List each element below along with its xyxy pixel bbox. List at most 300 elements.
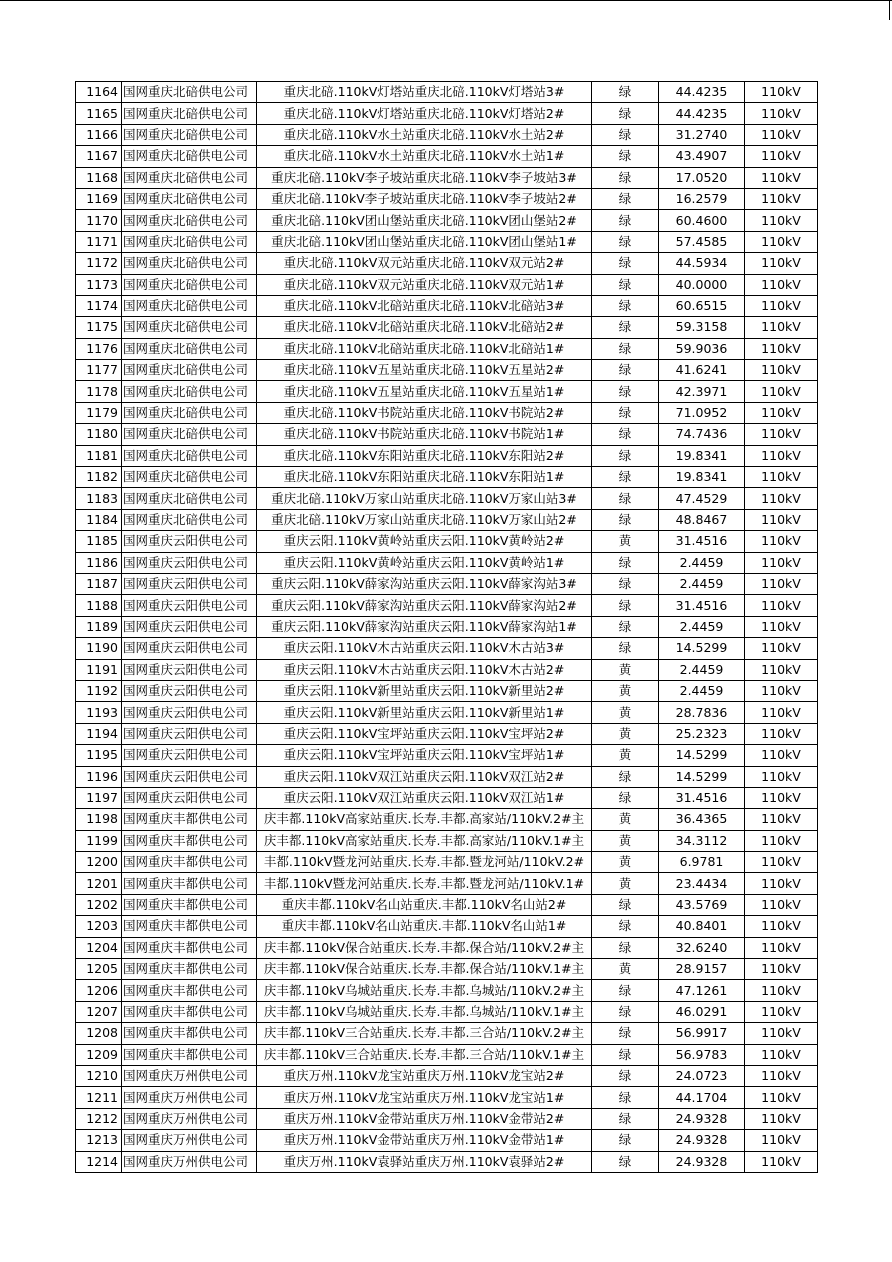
- status-color-cell: 绿: [592, 402, 659, 423]
- station-name-cell: 丰都.110kV暨龙河站重庆.长寿.丰都.暨龙河站/110kV.1#: [257, 873, 592, 894]
- voltage-cell: 110kV: [745, 873, 818, 894]
- status-color-cell: 绿: [592, 1108, 659, 1129]
- row-number: 1188: [76, 595, 122, 616]
- row-number: 1203: [76, 916, 122, 937]
- voltage-cell: 110kV: [745, 124, 818, 145]
- table-row: [76, 616, 818, 637]
- row-number: 1207: [76, 1001, 122, 1022]
- status-color-cell: 绿: [592, 638, 659, 659]
- status-color-cell: 绿: [592, 467, 659, 488]
- row-number: 1184: [76, 509, 122, 530]
- company-cell: 国网重庆北碚供电公司: [122, 467, 257, 488]
- table-row: [76, 402, 818, 423]
- company-cell: 国网重庆丰都供电公司: [122, 959, 257, 980]
- voltage-cell: 110kV: [745, 830, 818, 851]
- value-cell: 57.4585: [659, 231, 745, 252]
- station-name-cell: 重庆北碚.110kV李子坡站重庆北碚.110kV李子坡站2#: [257, 188, 592, 209]
- status-color-cell: 绿: [592, 787, 659, 808]
- value-cell: 14.5299: [659, 638, 745, 659]
- value-cell: 56.9783: [659, 1044, 745, 1065]
- table-row: [76, 830, 818, 851]
- company-cell: 国网重庆北碚供电公司: [122, 82, 257, 103]
- status-color-cell: 绿: [592, 1065, 659, 1086]
- company-cell: 国网重庆北碚供电公司: [122, 295, 257, 316]
- row-number: 1187: [76, 573, 122, 594]
- row-number: 1170: [76, 210, 122, 231]
- company-cell: 国网重庆云阳供电公司: [122, 787, 257, 808]
- row-number: 1172: [76, 253, 122, 274]
- value-cell: 41.6241: [659, 360, 745, 381]
- value-cell: 47.4529: [659, 488, 745, 509]
- status-color-cell: 绿: [592, 1023, 659, 1044]
- row-number: 1191: [76, 659, 122, 680]
- company-cell: 国网重庆北碚供电公司: [122, 210, 257, 231]
- status-color-cell: 绿: [592, 253, 659, 274]
- status-color-cell: 绿: [592, 124, 659, 145]
- value-cell: 24.9328: [659, 1108, 745, 1129]
- voltage-cell: 110kV: [745, 894, 818, 915]
- row-number: 1196: [76, 766, 122, 787]
- table-row: [76, 980, 818, 1001]
- status-color-cell: 黄: [592, 702, 659, 723]
- status-color-cell: 绿: [592, 1151, 659, 1172]
- station-name-cell: 重庆云阳.110kV新里站重庆云阳.110kV新里站1#: [257, 702, 592, 723]
- row-number: 1209: [76, 1044, 122, 1065]
- station-name-cell: 重庆北碚.110kV东阳站重庆北碚.110kV东阳站2#: [257, 445, 592, 466]
- value-cell: 14.5299: [659, 766, 745, 787]
- row-number: 1164: [76, 82, 122, 103]
- voltage-cell: 110kV: [745, 573, 818, 594]
- station-name-cell: 重庆云阳.110kV薛家沟站重庆云阳.110kV薛家沟站3#: [257, 573, 592, 594]
- station-name-cell: 重庆万州.110kV龙宝站重庆万州.110kV龙宝站2#: [257, 1065, 592, 1086]
- voltage-cell: 110kV: [745, 959, 818, 980]
- table-row: [76, 745, 818, 766]
- table-row: [76, 295, 818, 316]
- value-cell: 19.8341: [659, 445, 745, 466]
- page-right-rule: [889, 0, 890, 20]
- company-cell: 国网重庆云阳供电公司: [122, 616, 257, 637]
- table-row: [76, 253, 818, 274]
- company-cell: 国网重庆丰都供电公司: [122, 980, 257, 1001]
- row-number: 1169: [76, 188, 122, 209]
- voltage-cell: 110kV: [745, 103, 818, 124]
- company-cell: 国网重庆万州供电公司: [122, 1065, 257, 1086]
- status-color-cell: 绿: [592, 916, 659, 937]
- value-cell: 24.0723: [659, 1065, 745, 1086]
- row-number: 1190: [76, 638, 122, 659]
- station-name-cell: 庆丰都.110kV高家站重庆.长寿.丰都.高家站/110kV.1#主: [257, 830, 592, 851]
- table-row: [76, 1130, 818, 1151]
- value-cell: 56.9917: [659, 1023, 745, 1044]
- station-name-cell: 重庆云阳.110kV双江站重庆云阳.110kV双江站1#: [257, 787, 592, 808]
- status-color-cell: 绿: [592, 573, 659, 594]
- voltage-cell: 110kV: [745, 702, 818, 723]
- station-name-cell: 重庆北碚.110kV五星站重庆北碚.110kV五星站1#: [257, 381, 592, 402]
- table-row: [76, 1044, 818, 1065]
- page-top-rule: [0, 0, 892, 1]
- company-cell: 国网重庆北碚供电公司: [122, 488, 257, 509]
- value-cell: 32.6240: [659, 937, 745, 958]
- value-cell: 2.4459: [659, 616, 745, 637]
- voltage-cell: 110kV: [745, 295, 818, 316]
- company-cell: 国网重庆丰都供电公司: [122, 873, 257, 894]
- table-row: [76, 445, 818, 466]
- voltage-cell: 110kV: [745, 1044, 818, 1065]
- station-name-cell: 重庆北碚.110kV万家山站重庆北碚.110kV万家山站2#: [257, 509, 592, 530]
- row-number: 1176: [76, 338, 122, 359]
- table-row: [76, 338, 818, 359]
- status-color-cell: 绿: [592, 1001, 659, 1022]
- company-cell: 国网重庆北碚供电公司: [122, 146, 257, 167]
- table-row: [76, 873, 818, 894]
- station-name-cell: 重庆北碚.110kV北碚站重庆北碚.110kV北碚站1#: [257, 338, 592, 359]
- status-color-cell: 绿: [592, 509, 659, 530]
- voltage-cell: 110kV: [745, 274, 818, 295]
- station-name-cell: 庆丰都.110kV保合站重庆.长寿.丰都.保合站/110kV.1#主: [257, 959, 592, 980]
- voltage-cell: 110kV: [745, 638, 818, 659]
- status-color-cell: 绿: [592, 424, 659, 445]
- voltage-cell: 110kV: [745, 1023, 818, 1044]
- station-name-cell: 重庆北碚.110kV五星站重庆北碚.110kV五星站2#: [257, 360, 592, 381]
- row-number: 1183: [76, 488, 122, 509]
- table-row: [76, 659, 818, 680]
- voltage-cell: 110kV: [745, 338, 818, 359]
- table-row: [76, 552, 818, 573]
- station-name-cell: 重庆北碚.110kV万家山站重庆北碚.110kV万家山站3#: [257, 488, 592, 509]
- table-row: [76, 1087, 818, 1108]
- company-cell: 国网重庆北碚供电公司: [122, 231, 257, 252]
- voltage-cell: 110kV: [745, 231, 818, 252]
- status-color-cell: 绿: [592, 980, 659, 1001]
- voltage-cell: 110kV: [745, 509, 818, 530]
- voltage-cell: 110kV: [745, 745, 818, 766]
- table-row: [76, 916, 818, 937]
- station-name-cell: 庆丰都.110kV乌城站重庆.长寿.丰都.乌城站/110kV.1#主: [257, 1001, 592, 1022]
- company-cell: 国网重庆北碚供电公司: [122, 381, 257, 402]
- station-name-cell: 重庆万州.110kV袁驿站重庆万州.110kV袁驿站2#: [257, 1151, 592, 1172]
- row-number: 1168: [76, 167, 122, 188]
- voltage-cell: 110kV: [745, 1108, 818, 1129]
- status-color-cell: 绿: [592, 766, 659, 787]
- company-cell: 国网重庆万州供电公司: [122, 1087, 257, 1108]
- company-cell: 国网重庆北碚供电公司: [122, 274, 257, 295]
- row-number: 1181: [76, 445, 122, 466]
- voltage-cell: 110kV: [745, 381, 818, 402]
- table-row: [76, 894, 818, 915]
- station-name-cell: 重庆云阳.110kV薛家沟站重庆云阳.110kV薛家沟站2#: [257, 595, 592, 616]
- voltage-cell: 110kV: [745, 167, 818, 188]
- status-color-cell: 绿: [592, 167, 659, 188]
- row-number: 1206: [76, 980, 122, 1001]
- value-cell: 16.2579: [659, 188, 745, 209]
- status-color-cell: 绿: [592, 274, 659, 295]
- status-color-cell: 绿: [592, 937, 659, 958]
- row-number: 1214: [76, 1151, 122, 1172]
- table-row: [76, 531, 818, 552]
- table-row: [76, 381, 818, 402]
- status-color-cell: 黄: [592, 723, 659, 744]
- row-number: 1212: [76, 1108, 122, 1129]
- station-name-cell: 重庆北碚.110kV北碚站重庆北碚.110kV北碚站3#: [257, 295, 592, 316]
- status-color-cell: 绿: [592, 894, 659, 915]
- table-row: [76, 317, 818, 338]
- station-name-cell: 重庆丰都.110kV名山站重庆.丰都.110kV名山站2#: [257, 894, 592, 915]
- company-cell: 国网重庆云阳供电公司: [122, 552, 257, 573]
- status-color-cell: 绿: [592, 231, 659, 252]
- row-number: 1213: [76, 1130, 122, 1151]
- status-color-cell: 绿: [592, 488, 659, 509]
- company-cell: 国网重庆云阳供电公司: [122, 638, 257, 659]
- data-table: [75, 81, 818, 1173]
- voltage-cell: 110kV: [745, 595, 818, 616]
- company-cell: 国网重庆北碚供电公司: [122, 317, 257, 338]
- table-row: [76, 188, 818, 209]
- table-row: [76, 1065, 818, 1086]
- table-row: [76, 852, 818, 873]
- station-name-cell: 庆丰都.110kV三合站重庆.长寿.丰都.三合站/110kV.1#主: [257, 1044, 592, 1065]
- station-name-cell: 重庆北碚.110kV水土站重庆北碚.110kV水土站1#: [257, 146, 592, 167]
- value-cell: 2.4459: [659, 659, 745, 680]
- row-number: 1194: [76, 723, 122, 744]
- row-number: 1186: [76, 552, 122, 573]
- voltage-cell: 110kV: [745, 253, 818, 274]
- station-name-cell: 重庆北碚.110kV双元站重庆北碚.110kV双元站1#: [257, 274, 592, 295]
- row-number: 1192: [76, 680, 122, 701]
- station-name-cell: 重庆万州.110kV金带站重庆万州.110kV金带站1#: [257, 1130, 592, 1151]
- voltage-cell: 110kV: [745, 146, 818, 167]
- station-name-cell: 庆丰都.110kV高家站重庆.长寿.丰都.高家站/110kV.2#主: [257, 809, 592, 830]
- row-number: 1180: [76, 424, 122, 445]
- value-cell: 31.4516: [659, 531, 745, 552]
- station-name-cell: 重庆万州.110kV龙宝站重庆万州.110kV龙宝站1#: [257, 1087, 592, 1108]
- value-cell: 28.7836: [659, 702, 745, 723]
- value-cell: 48.8467: [659, 509, 745, 530]
- voltage-cell: 110kV: [745, 317, 818, 338]
- value-cell: 46.0291: [659, 1001, 745, 1022]
- table-row: [76, 638, 818, 659]
- voltage-cell: 110kV: [745, 531, 818, 552]
- voltage-cell: 110kV: [745, 852, 818, 873]
- company-cell: 国网重庆云阳供电公司: [122, 595, 257, 616]
- status-color-cell: 绿: [592, 146, 659, 167]
- company-cell: 国网重庆北碚供电公司: [122, 253, 257, 274]
- table-row: [76, 210, 818, 231]
- station-name-cell: 庆丰都.110kV乌城站重庆.长寿.丰都.乌城站/110kV.2#主: [257, 980, 592, 1001]
- table-row: [76, 937, 818, 958]
- value-cell: 34.3112: [659, 830, 745, 851]
- table-row: [76, 360, 818, 381]
- station-name-cell: 重庆云阳.110kV木古站重庆云阳.110kV木古站3#: [257, 638, 592, 659]
- table-row: [76, 146, 818, 167]
- station-name-cell: 重庆云阳.110kV新里站重庆云阳.110kV新里站2#: [257, 680, 592, 701]
- value-cell: 43.5769: [659, 894, 745, 915]
- row-number: 1200: [76, 852, 122, 873]
- value-cell: 40.0000: [659, 274, 745, 295]
- station-name-cell: 重庆北碚.110kV双元站重庆北碚.110kV双元站2#: [257, 253, 592, 274]
- station-name-cell: 重庆云阳.110kV木古站重庆云阳.110kV木古站2#: [257, 659, 592, 680]
- station-name-cell: 重庆万州.110kV金带站重庆万州.110kV金带站2#: [257, 1108, 592, 1129]
- status-color-cell: 绿: [592, 317, 659, 338]
- row-number: 1208: [76, 1023, 122, 1044]
- voltage-cell: 110kV: [745, 552, 818, 573]
- table-row: [76, 723, 818, 744]
- station-name-cell: 重庆云阳.110kV薛家沟站重庆云阳.110kV薛家沟站1#: [257, 616, 592, 637]
- voltage-cell: 110kV: [745, 424, 818, 445]
- row-number: 1166: [76, 124, 122, 145]
- company-cell: 国网重庆丰都供电公司: [122, 1044, 257, 1065]
- row-number: 1204: [76, 937, 122, 958]
- table-row: [76, 787, 818, 808]
- table-row: [76, 1001, 818, 1022]
- table-row: [76, 167, 818, 188]
- station-name-cell: 重庆北碚.110kV书院站重庆北碚.110kV书院站1#: [257, 424, 592, 445]
- status-color-cell: 绿: [592, 1130, 659, 1151]
- voltage-cell: 110kV: [745, 1001, 818, 1022]
- table-row: [76, 274, 818, 295]
- company-cell: 国网重庆万州供电公司: [122, 1108, 257, 1129]
- station-name-cell: 重庆丰都.110kV名山站重庆.丰都.110kV名山站1#: [257, 916, 592, 937]
- value-cell: 6.9781: [659, 852, 745, 873]
- voltage-cell: 110kV: [745, 809, 818, 830]
- voltage-cell: 110kV: [745, 787, 818, 808]
- value-cell: 59.9036: [659, 338, 745, 359]
- value-cell: 36.4365: [659, 809, 745, 830]
- company-cell: 国网重庆云阳供电公司: [122, 702, 257, 723]
- station-name-cell: 庆丰都.110kV保合站重庆.长寿.丰都.保合站/110kV.2#主: [257, 937, 592, 958]
- value-cell: 2.4459: [659, 573, 745, 594]
- voltage-cell: 110kV: [745, 210, 818, 231]
- company-cell: 国网重庆北碚供电公司: [122, 445, 257, 466]
- table-row: [76, 231, 818, 252]
- row-number: 1211: [76, 1087, 122, 1108]
- table-row: [76, 573, 818, 594]
- voltage-cell: 110kV: [745, 916, 818, 937]
- station-name-cell: 重庆云阳.110kV宝坪站重庆云阳.110kV宝坪站1#: [257, 745, 592, 766]
- company-cell: 国网重庆丰都供电公司: [122, 852, 257, 873]
- station-name-cell: 重庆云阳.110kV宝坪站重庆云阳.110kV宝坪站2#: [257, 723, 592, 744]
- row-number: 1182: [76, 467, 122, 488]
- table-row: [76, 82, 818, 103]
- row-number: 1185: [76, 531, 122, 552]
- row-number: 1179: [76, 402, 122, 423]
- value-cell: 24.9328: [659, 1130, 745, 1151]
- status-color-cell: 黄: [592, 809, 659, 830]
- row-number: 1189: [76, 616, 122, 637]
- value-cell: 47.1261: [659, 980, 745, 1001]
- status-color-cell: 绿: [592, 295, 659, 316]
- company-cell: 国网重庆北碚供电公司: [122, 338, 257, 359]
- company-cell: 国网重庆丰都供电公司: [122, 1001, 257, 1022]
- station-name-cell: 重庆云阳.110kV黄岭站重庆云阳.110kV黄岭站2#: [257, 531, 592, 552]
- status-color-cell: 黄: [592, 830, 659, 851]
- value-cell: 42.3971: [659, 381, 745, 402]
- status-color-cell: 绿: [592, 595, 659, 616]
- table-row: [76, 1151, 818, 1172]
- status-color-cell: 绿: [592, 360, 659, 381]
- voltage-cell: 110kV: [745, 766, 818, 787]
- value-cell: 31.4516: [659, 787, 745, 808]
- company-cell: 国网重庆云阳供电公司: [122, 723, 257, 744]
- company-cell: 国网重庆丰都供电公司: [122, 916, 257, 937]
- station-name-cell: 重庆北碚.110kV水土站重庆北碚.110kV水土站2#: [257, 124, 592, 145]
- status-color-cell: 绿: [592, 210, 659, 231]
- value-cell: 24.9328: [659, 1151, 745, 1172]
- voltage-cell: 110kV: [745, 680, 818, 701]
- table-row: [76, 1023, 818, 1044]
- status-color-cell: 黄: [592, 852, 659, 873]
- company-cell: 国网重庆丰都供电公司: [122, 1023, 257, 1044]
- company-cell: 国网重庆北碚供电公司: [122, 103, 257, 124]
- table-row: [76, 595, 818, 616]
- station-name-cell: 丰都.110kV暨龙河站重庆.长寿.丰都.暨龙河站/110kV.2#: [257, 852, 592, 873]
- value-cell: 71.0952: [659, 402, 745, 423]
- table-row: [76, 809, 818, 830]
- value-cell: 25.2323: [659, 723, 745, 744]
- company-cell: 国网重庆北碚供电公司: [122, 124, 257, 145]
- station-name-cell: 重庆云阳.110kV黄岭站重庆云阳.110kV黄岭站1#: [257, 552, 592, 573]
- value-cell: 59.3158: [659, 317, 745, 338]
- voltage-cell: 110kV: [745, 723, 818, 744]
- status-color-cell: 绿: [592, 381, 659, 402]
- company-cell: 国网重庆丰都供电公司: [122, 809, 257, 830]
- company-cell: 国网重庆丰都供电公司: [122, 830, 257, 851]
- row-number: 1197: [76, 787, 122, 808]
- table-body: [76, 82, 818, 1173]
- company-cell: 国网重庆云阳供电公司: [122, 531, 257, 552]
- station-name-cell: 重庆北碚.110kV灯塔站重庆北碚.110kV灯塔站3#: [257, 82, 592, 103]
- company-cell: 国网重庆北碚供电公司: [122, 188, 257, 209]
- company-cell: 国网重庆丰都供电公司: [122, 894, 257, 915]
- voltage-cell: 110kV: [745, 402, 818, 423]
- row-number: 1171: [76, 231, 122, 252]
- table-row: [76, 509, 818, 530]
- value-cell: 28.9157: [659, 959, 745, 980]
- status-color-cell: 绿: [592, 188, 659, 209]
- voltage-cell: 110kV: [745, 616, 818, 637]
- value-cell: 43.4907: [659, 146, 745, 167]
- status-color-cell: 绿: [592, 338, 659, 359]
- voltage-cell: 110kV: [745, 488, 818, 509]
- row-number: 1193: [76, 702, 122, 723]
- voltage-cell: 110kV: [745, 82, 818, 103]
- table-row: [76, 424, 818, 445]
- row-number: 1174: [76, 295, 122, 316]
- status-color-cell: 黄: [592, 531, 659, 552]
- company-cell: 国网重庆北碚供电公司: [122, 402, 257, 423]
- station-name-cell: 重庆北碚.110kV灯塔站重庆北碚.110kV灯塔站2#: [257, 103, 592, 124]
- voltage-cell: 110kV: [745, 360, 818, 381]
- voltage-cell: 110kV: [745, 659, 818, 680]
- voltage-cell: 110kV: [745, 445, 818, 466]
- company-cell: 国网重庆云阳供电公司: [122, 659, 257, 680]
- value-cell: 44.1704: [659, 1087, 745, 1108]
- status-color-cell: 黄: [592, 959, 659, 980]
- value-cell: 44.4235: [659, 103, 745, 124]
- value-cell: 60.4600: [659, 210, 745, 231]
- voltage-cell: 110kV: [745, 1087, 818, 1108]
- row-number: 1199: [76, 830, 122, 851]
- value-cell: 31.4516: [659, 595, 745, 616]
- company-cell: 国网重庆万州供电公司: [122, 1130, 257, 1151]
- value-cell: 60.6515: [659, 295, 745, 316]
- station-name-cell: 重庆北碚.110kV团山堡站重庆北碚.110kV团山堡站1#: [257, 231, 592, 252]
- voltage-cell: 110kV: [745, 1130, 818, 1151]
- company-cell: 国网重庆万州供电公司: [122, 1151, 257, 1172]
- station-name-cell: 重庆北碚.110kV北碚站重庆北碚.110kV北碚站2#: [257, 317, 592, 338]
- value-cell: 31.2740: [659, 124, 745, 145]
- voltage-cell: 110kV: [745, 1151, 818, 1172]
- value-cell: 40.8401: [659, 916, 745, 937]
